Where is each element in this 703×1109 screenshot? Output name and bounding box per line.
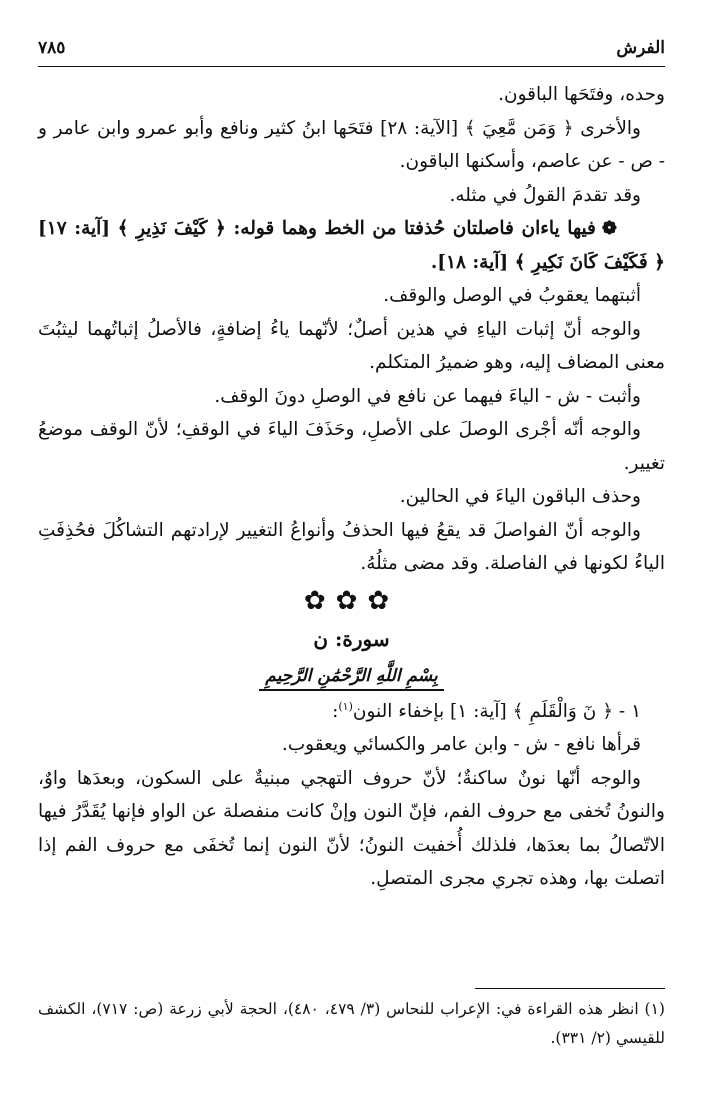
paragraph: وأثبت - ش - الياءَ فيهما عن نافع في الوصلِ دونَ الوقف. [214,385,641,407]
paragraph-text: فيها ياءان فاصلتان حُذفتا من الخط وهما قوله: ﴿ كَيْفَ نَذِيرِ ﴾ [آية: ١٧] ﴿ فَكَيْفَ كَانَ نَكِيرِ ﴾ [آية: ١٨]. [38,218,665,273]
item-text: ١ - ﴿ نٓ وَالْقَلَمِ ﴾ [آية: ١] بإخفاء النون [352,700,641,722]
page-header [38,36,665,67]
item-punct: : [332,700,339,722]
numbered-item [38,695,665,729]
paragraph: والأخرى ﴿ وَمَن مَّعِيَ ﴾ [الآية: ٢٨] فتَحَها ابنُ كثير ونافع وأبو عمرو وابن عامر و - ص - عن عاصم، وأسكنها الباقون. [38,117,665,172]
footnote-ref: (١) [338,699,353,713]
surah-title: سورة: ن [313,626,390,651]
footnote: (١) انظر هذه القراءة في: الإعراب للنحاس (٣/ ٤٧٩، ٤٨٠)، الحجة لأبي زرعة (ص: ٧١٧)، الكشف للقيسي (٢/ ٣٣١). [38,1000,665,1047]
paragraph: والوجه أنّ إثبات الياءِ في هذين أصلٌ؛ لأنّهما ياءُ إضافةٍ، فالأصلُ إثباتُهما ليثبُتَ معنى المضاف إليه، وهو ضميرُ المتكلم. [38,318,665,373]
paragraph: وقد تقدمَ القولُ في مثله. [449,184,641,206]
paragraph: وحذف الباقون الياءَ في الحالين. [399,486,641,507]
paragraph: والوجه أنّه أجْرى الوصلَ على الأصلِ، وحَذَفَ الياءَ في الوقفِ؛ لأنّ الوقف موضعُ تغيير. [38,419,665,474]
basmala-calligraphy: بِسْمِ اللَّهِ الرَّحْمَٰنِ الرَّحِيمِ [259,663,443,691]
basmala-block [38,657,665,695]
paragraph: وحده، وفتَحَها الباقون. [498,84,665,105]
paragraph: والوجه أنّها نونٌ ساكنةٌ؛ لأنّ حروف التهجي مبنيةٌ على السكون، وبعدَها واوٌ، والنونُ تُخفى مع حروف الفم، فإنّ النون وإنْ كانت منفصلة عن الواو فإنها يُقَدَّرُ فيها الاتّصالُ بما بعدَها، فلذلك أُخفيت النونُ؛ لأنّ النون إنما تُخفَى مع حروف الفم إذا اتصلت بها، وهذه تجري مجرى المتصلِ. [38,767,665,889]
ornament-separator-icon: ✿✿✿ [303,585,400,616]
page-number: ٧٨٥ [38,38,66,58]
footnote-divider [475,988,665,989]
paragraph: والوجه أنّ الفواصلَ قد يقعُ فيها الحذفُ وأنواعُ التغيير لإرادتهم التشاكُلَ فحُذِفَتِ الياءُ لكونها في الفاصلة. وقد مضى مثلُهُ. [38,519,665,574]
paragraph: قرأها نافع - ش - وابن عامر والكسائي ويعقوب. [281,734,641,755]
highlighted-paragraph [38,212,665,279]
running-title: الفرش [616,38,665,58]
flower-ornament-icon: ❁ [601,218,617,239]
footnotes [38,988,665,1053]
paragraph: أثبتهما يعقوبُ في الوصل والوقف. [383,285,641,306]
main-text [38,78,665,896]
